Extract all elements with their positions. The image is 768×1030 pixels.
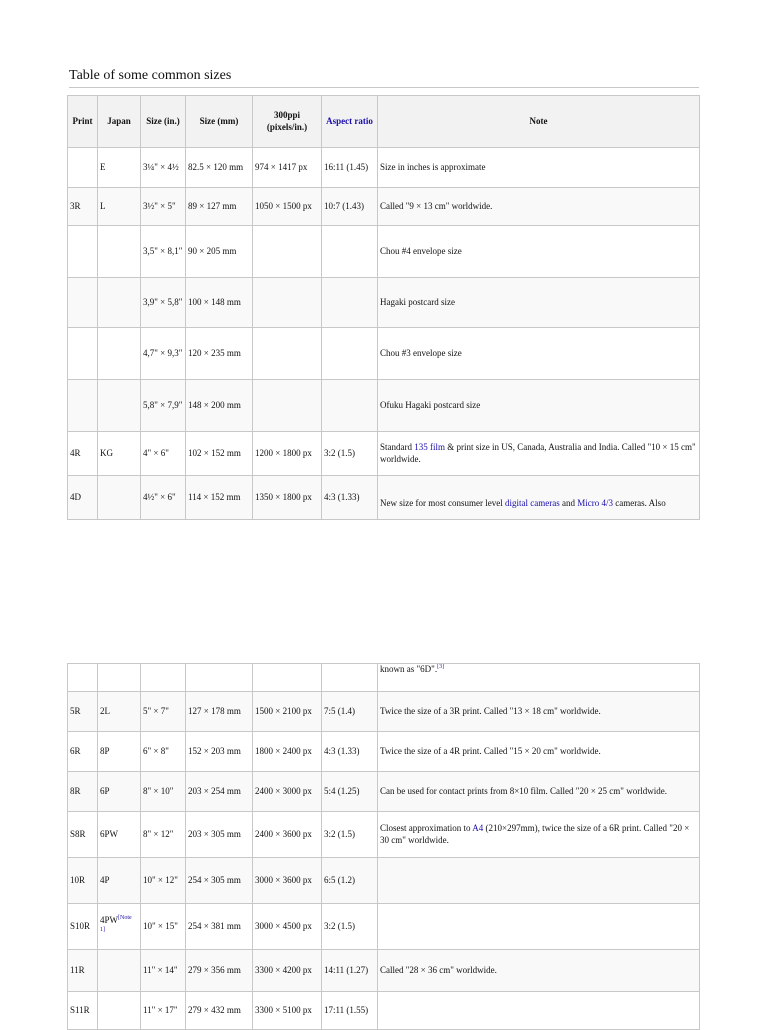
note-text: (210×297mm), twice the size of a 6R print. Called "20 × 30 cm" worldwide. bbox=[380, 823, 690, 845]
cell-aspect: 17:11 (1.55) bbox=[322, 992, 378, 1030]
table-row bbox=[68, 148, 700, 188]
cell-print bbox=[68, 278, 98, 328]
digital-cameras-link[interactable]: digital cameras bbox=[504, 497, 560, 508]
cell-print: 10R bbox=[68, 858, 98, 904]
cell-japan: 4P bbox=[98, 858, 141, 904]
cell-pixels bbox=[253, 664, 322, 692]
cell-size-in: 3,5" × 8,1" bbox=[141, 226, 186, 278]
table-row bbox=[68, 950, 700, 992]
cell-aspect: 4:3 (1.33) bbox=[322, 732, 378, 772]
header-japan: Japan bbox=[98, 96, 141, 148]
cell-note: Chou #4 envelope size bbox=[378, 226, 700, 278]
cell-size-mm: 90 × 205 mm bbox=[186, 226, 253, 278]
cell-japan: 2L bbox=[98, 692, 141, 732]
cell-aspect: 3:2 (1.5) bbox=[322, 904, 378, 950]
cell-note: Hagaki postcard size bbox=[378, 278, 700, 328]
cell-japan: L bbox=[98, 188, 141, 226]
cell-size-mm: 279 × 432 mm bbox=[186, 992, 253, 1030]
note-text: cameras. Also bbox=[612, 497, 666, 508]
cell-size-in bbox=[141, 664, 186, 692]
print-sizes-table-page-1 bbox=[67, 95, 700, 520]
cell-pixels: 3000 × 4500 px bbox=[253, 904, 322, 950]
cell-pixels: 1800 × 2400 px bbox=[253, 732, 322, 772]
cell-print: 8R bbox=[68, 772, 98, 812]
cell-note: Ofuku Hagaki postcard size bbox=[378, 380, 700, 432]
cell-size-in: 4" × 6" bbox=[141, 432, 186, 476]
cell-size-in: 10" × 12" bbox=[141, 858, 186, 904]
header-300ppi bbox=[253, 96, 322, 148]
cell-note: Size in inches is approximate bbox=[378, 148, 700, 188]
header-row bbox=[68, 96, 700, 148]
cell-print: 11R bbox=[68, 950, 98, 992]
note-text: known as "6D". bbox=[380, 664, 438, 674]
cell-print: 6R bbox=[68, 732, 98, 772]
cell-size-mm: 203 × 254 mm bbox=[186, 772, 253, 812]
cell-size-in: 5,8" × 7,9" bbox=[141, 380, 186, 432]
cell-pixels: 1350 × 1800 px bbox=[253, 476, 322, 520]
header-print: Print bbox=[68, 96, 98, 148]
print-sizes-table-page-2 bbox=[67, 663, 700, 1030]
cell-print bbox=[68, 148, 98, 188]
cell-japan bbox=[98, 476, 141, 520]
cell-size-mm: 100 × 148 mm bbox=[186, 278, 253, 328]
reference-3-link[interactable]: [3] bbox=[437, 664, 445, 670]
header-size-mm: Size (mm) bbox=[186, 96, 253, 148]
cell-print: 5R bbox=[68, 692, 98, 732]
cell-size-mm: 148 × 200 mm bbox=[186, 380, 253, 432]
cell-japan: 8P bbox=[98, 732, 141, 772]
cell-japan: KG bbox=[98, 432, 141, 476]
cell-note bbox=[378, 812, 700, 858]
header-aspect-ratio[interactable] bbox=[322, 96, 378, 148]
cell-size-in: 4,7" × 9,3" bbox=[141, 328, 186, 380]
cell-pixels: 2400 × 3600 px bbox=[253, 812, 322, 858]
cell-size-mm: 279 × 356 mm bbox=[186, 950, 253, 992]
cell-note bbox=[378, 904, 700, 950]
header-note: Note bbox=[378, 96, 700, 148]
continuation-row bbox=[68, 664, 700, 692]
table-row bbox=[68, 226, 700, 278]
cell-size-mm: 127 × 178 mm bbox=[186, 692, 253, 732]
cell-note bbox=[378, 858, 700, 904]
cell-pixels: 1200 × 1800 px bbox=[253, 432, 322, 476]
cell-size-mm: 120 × 235 mm bbox=[186, 328, 253, 380]
cell-size-in: 6" × 8" bbox=[141, 732, 186, 772]
japan-value: 4PW bbox=[100, 915, 118, 926]
cell-aspect bbox=[322, 380, 378, 432]
cell-pixels bbox=[253, 226, 322, 278]
table-row bbox=[68, 432, 700, 476]
table-row bbox=[68, 692, 700, 732]
note-1-link[interactable]: [Note 1] bbox=[100, 915, 132, 933]
note-text: Standard bbox=[380, 442, 415, 453]
cell-size-mm: 114 × 152 mm bbox=[186, 476, 253, 520]
table-row bbox=[68, 772, 700, 812]
cell-aspect: 5:4 (1.25) bbox=[322, 772, 378, 812]
cell-aspect bbox=[322, 328, 378, 380]
135-film-link[interactable]: 135 film bbox=[414, 442, 445, 453]
table-row bbox=[68, 328, 700, 380]
table-caption: Table of some common sizes bbox=[69, 68, 699, 88]
cell-japan: E bbox=[98, 148, 141, 188]
cell-size-in: 5" × 7" bbox=[141, 692, 186, 732]
cell-note bbox=[378, 476, 700, 520]
cell-note: Called "28 × 36 cm" worldwide. bbox=[378, 950, 700, 992]
cell-size-mm: 254 × 305 mm bbox=[186, 858, 253, 904]
cell-pixels: 1050 × 1500 px bbox=[253, 188, 322, 226]
note-text: & print size in US, Canada, Australia and India. Called "10 × 15 cm" worldwide. bbox=[380, 442, 696, 464]
cell-japan bbox=[98, 904, 141, 950]
cell-size-mm: 82.5 × 120 mm bbox=[186, 148, 253, 188]
cell-note: Called "9 × 13 cm" worldwide. bbox=[378, 188, 700, 226]
cell-size-mm: 102 × 152 mm bbox=[186, 432, 253, 476]
cell-size-in: 3¼" × 4½ bbox=[141, 148, 186, 188]
a4-link[interactable]: A4 bbox=[472, 823, 484, 834]
header-300ppi-line1: 300ppi bbox=[273, 110, 300, 121]
cell-note: Can be used for contact prints from 8×10 film. Called "20 × 25 cm" worldwide. bbox=[378, 772, 700, 812]
cell-size-in: 11" × 17" bbox=[141, 992, 186, 1030]
cell-print bbox=[68, 380, 98, 432]
table-row bbox=[68, 278, 700, 328]
cell-print: S10R bbox=[68, 904, 98, 950]
cell-size-in: 4½" × 6" bbox=[141, 476, 186, 520]
cell-print: 4D bbox=[68, 476, 98, 520]
cell-japan bbox=[98, 226, 141, 278]
cell-aspect: 4:3 (1.33) bbox=[322, 476, 378, 520]
cell-size-in: 8" × 10" bbox=[141, 772, 186, 812]
table-row bbox=[68, 904, 700, 950]
cell-pixels: 3300 × 4200 px bbox=[253, 950, 322, 992]
note-text: and bbox=[559, 497, 578, 508]
cell-size-in: 3,9" × 5,8" bbox=[141, 278, 186, 328]
table-row bbox=[68, 188, 700, 226]
cell-japan: 6PW bbox=[98, 812, 141, 858]
cell-print bbox=[68, 328, 98, 380]
cell-aspect: 10:7 (1.43) bbox=[322, 188, 378, 226]
cell-note: Chou #3 envelope size bbox=[378, 328, 700, 380]
cell-aspect bbox=[322, 278, 378, 328]
cell-pixels bbox=[253, 328, 322, 380]
header-300ppi-line2: (pixels/in.) bbox=[266, 121, 308, 132]
micro-four-thirds-link[interactable]: Micro 4/3 bbox=[577, 497, 613, 508]
cell-size-in: 10" × 15" bbox=[141, 904, 186, 950]
cell-note bbox=[378, 664, 700, 692]
cell-pixels: 2400 × 3000 px bbox=[253, 772, 322, 812]
cell-aspect: 6:5 (1.2) bbox=[322, 858, 378, 904]
note-text: Closest approximation to bbox=[380, 823, 473, 834]
cell-pixels: 3300 × 5100 px bbox=[253, 992, 322, 1030]
cell-aspect: 7:5 (1.4) bbox=[322, 692, 378, 732]
cell-size-in: 8" × 12" bbox=[141, 812, 186, 858]
cell-note bbox=[378, 432, 700, 476]
cell-japan bbox=[98, 328, 141, 380]
cell-size-in: 11" × 14" bbox=[141, 950, 186, 992]
cell-size-mm: 89 × 127 mm bbox=[186, 188, 253, 226]
cell-size-mm bbox=[186, 664, 253, 692]
table-row bbox=[68, 812, 700, 858]
cell-print: 3R bbox=[68, 188, 98, 226]
cell-note: Twice the size of a 3R print. Called "13 × 18 cm" worldwide. bbox=[378, 692, 700, 732]
cell-aspect: 14:11 (1.27) bbox=[322, 950, 378, 992]
note-text: New size for most consumer level bbox=[380, 497, 505, 508]
cell-size-mm: 203 × 305 mm bbox=[186, 812, 253, 858]
header-size-in: Size (in.) bbox=[141, 96, 186, 148]
cell-pixels: 1500 × 2100 px bbox=[253, 692, 322, 732]
cell-size-mm: 254 × 381 mm bbox=[186, 904, 253, 950]
cell-size-mm: 152 × 203 mm bbox=[186, 732, 253, 772]
cell-pixels bbox=[253, 380, 322, 432]
cell-size-in: 3½" × 5" bbox=[141, 188, 186, 226]
table-row bbox=[68, 476, 700, 520]
table-row bbox=[68, 380, 700, 432]
cell-aspect bbox=[322, 664, 378, 692]
cell-aspect: 3:2 (1.5) bbox=[322, 812, 378, 858]
cell-japan bbox=[98, 664, 141, 692]
cell-japan bbox=[98, 380, 141, 432]
table-row bbox=[68, 858, 700, 904]
cell-pixels: 974 × 1417 px bbox=[253, 148, 322, 188]
cell-aspect: 3:2 (1.5) bbox=[322, 432, 378, 476]
cell-japan: 6P bbox=[98, 772, 141, 812]
cell-japan bbox=[98, 950, 141, 992]
cell-print: 4R bbox=[68, 432, 98, 476]
cell-pixels bbox=[253, 278, 322, 328]
cell-note: Twice the size of a 4R print. Called "15 × 20 cm" worldwide. bbox=[378, 732, 700, 772]
cell-print bbox=[68, 664, 98, 692]
table-row bbox=[68, 732, 700, 772]
cell-print bbox=[68, 226, 98, 278]
cell-aspect bbox=[322, 226, 378, 278]
aspect-ratio-link[interactable]: Aspect ratio bbox=[326, 115, 373, 126]
cell-print: S8R bbox=[68, 812, 98, 858]
cell-pixels: 3000 × 3600 px bbox=[253, 858, 322, 904]
cell-aspect: 16:11 (1.45) bbox=[322, 148, 378, 188]
cell-japan bbox=[98, 278, 141, 328]
cell-print: S11R bbox=[68, 992, 98, 1030]
